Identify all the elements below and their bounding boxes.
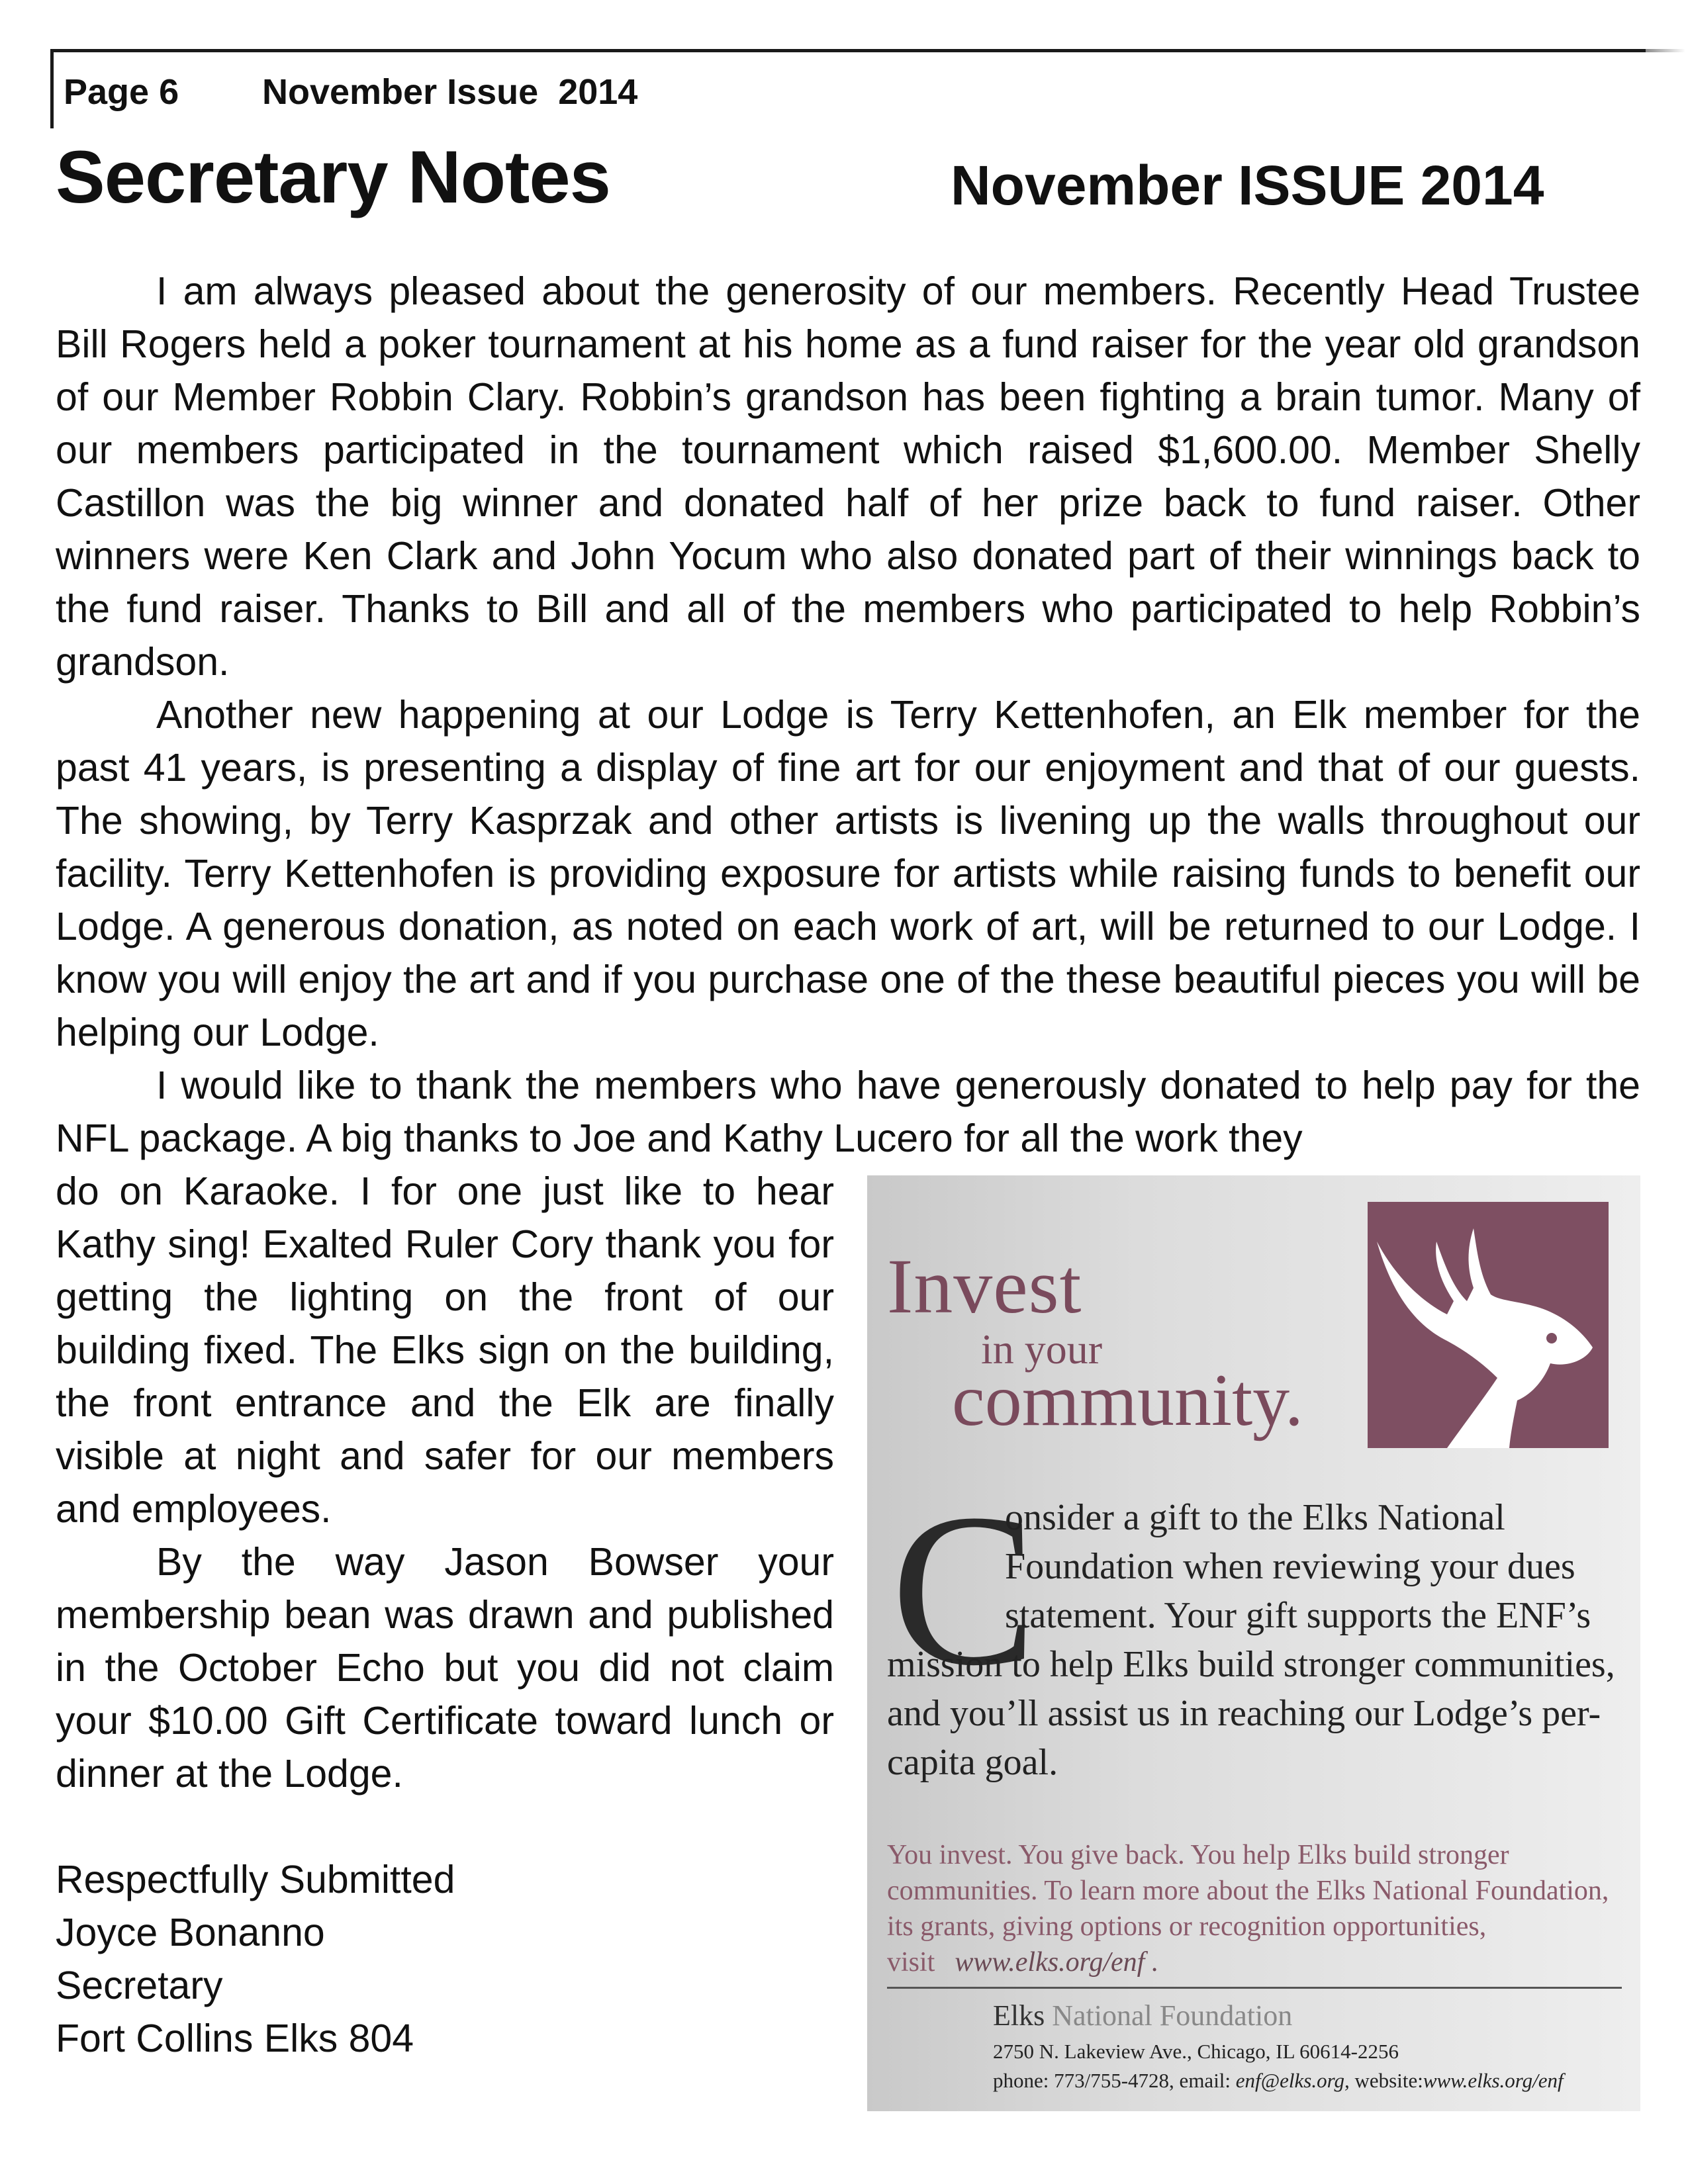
ad-website: www.elks.org/enf [1423,2069,1564,2092]
ad-tagline: You invest. You give back. You help Elks build stronger communities. To learn more about the Elks National Foundation, its grants, giving options or recognition opportunities, visit www.elks.org/enf . [887,1840,1609,1978]
signature-role: Secretary [56,1964,223,2007]
paragraph-3-intro: I would like to thank the members who have generously donated to help pay for the NFL package. A big thanks to Joe and Kathy Lucero for all the work they [56,1064,1640,1160]
page-title: Secretary Notes [56,136,610,218]
signature-closing: Respectfully Submitted [56,1858,455,1901]
ad-org-name: Elks National Foundation [993,1999,1293,2032]
ad-headline-in-your: in your [981,1326,1103,1373]
ad-address: 2750 N. Lakeview Ave., Chicago, IL 60614-2256 [993,2040,1399,2063]
ad-divider [887,1987,1622,1989]
ad-contact: phone: 773/755-4728, email: enf@elks.org, website:www.elks.org/enf [993,2069,1564,2092]
ad-email: enf@elks.org, [1235,2069,1350,2092]
page-number: Page 6 [64,72,179,112]
header-issue: November Issue 2014 [262,72,638,112]
ad-headline-invest: Invest [887,1243,1082,1330]
paragraph-2: Another new happening at our Lodge is Terry Kettenhofen, an Elk member for the past 41 years, is presenting a display of fine art for our enjoyment and that of our guests. The showing, by Terry Kasprzak and other artists is livening up the walls throughout our facility. Terry Kettenhofen is providing exposure for artists while raising funds to benefit our Lodge. A generous donation, as noted on each work of art, will be returned to our Lodge. I know you will enjoy the art and if you purchase one of the these beautiful pieces you will be helping our Lodge. [56,693,1640,1054]
ad-drop-cap: C [891,1469,1037,1711]
issue-title: November ISSUE 2014 [951,154,1544,216]
signature-name: Joyce Bonanno [56,1911,325,1954]
ad-headline-community: community. [952,1359,1303,1441]
elk-logo-icon [1368,1202,1609,1448]
signature-lodge: Fort Collins Elks 804 [56,2017,414,2060]
article-column [56,1165,834,1800]
paragraph-1: I am always pleased about the generosity of our members. Recently Head Trustee Bill Rogers held a poker tournament at his home as a fund raiser for the year old grandson of our Member Robbin Clary. Robbin’s grandson has been fighting a brain tumor. Many of our members participated in the tournament which raised $1,600.00. Member Shelly Castillon was the big winner and donated half of her prize back to fund raiser. Other winners were Ken Clark and John Yocum who also donated part of their winnings back to the fund raiser. Thanks to Bill and all of the members who participated to help Robbin’s grandson. [56,269,1640,684]
paragraph-3-continued: do on Karaoke. I for one just like to hear Kathy sing! Exalted Ruler Cory thank you for getting the lighting on the front of our building fixed. The Elks sign on the building, the front entrance and the Elk are finally visible at night and safer for our members and employees. [56,1169,834,1531]
ad-url: www.elks.org/enf . [955,1947,1159,1978]
enf-advertisement [867,1175,1640,2111]
article-body [56,265,1640,1165]
ad-body-text: onsider a gift to the Elks National Foundation when reviewing your dues statement. Your gift supports the ENF’s mission to help Elks build stronger communities, and you’ll assist us in reaching our Lodge’s per-capita goal. [887,1497,1615,1783]
page-header [64,71,637,113]
signature-block [56,1853,455,2065]
paragraph-4: By the way Jason Bowser your membership bean was drawn and published in the October Echo but you did not claim your $10.00 Gift Certificate toward lunch or dinner at the Lodge. [56,1540,834,1796]
